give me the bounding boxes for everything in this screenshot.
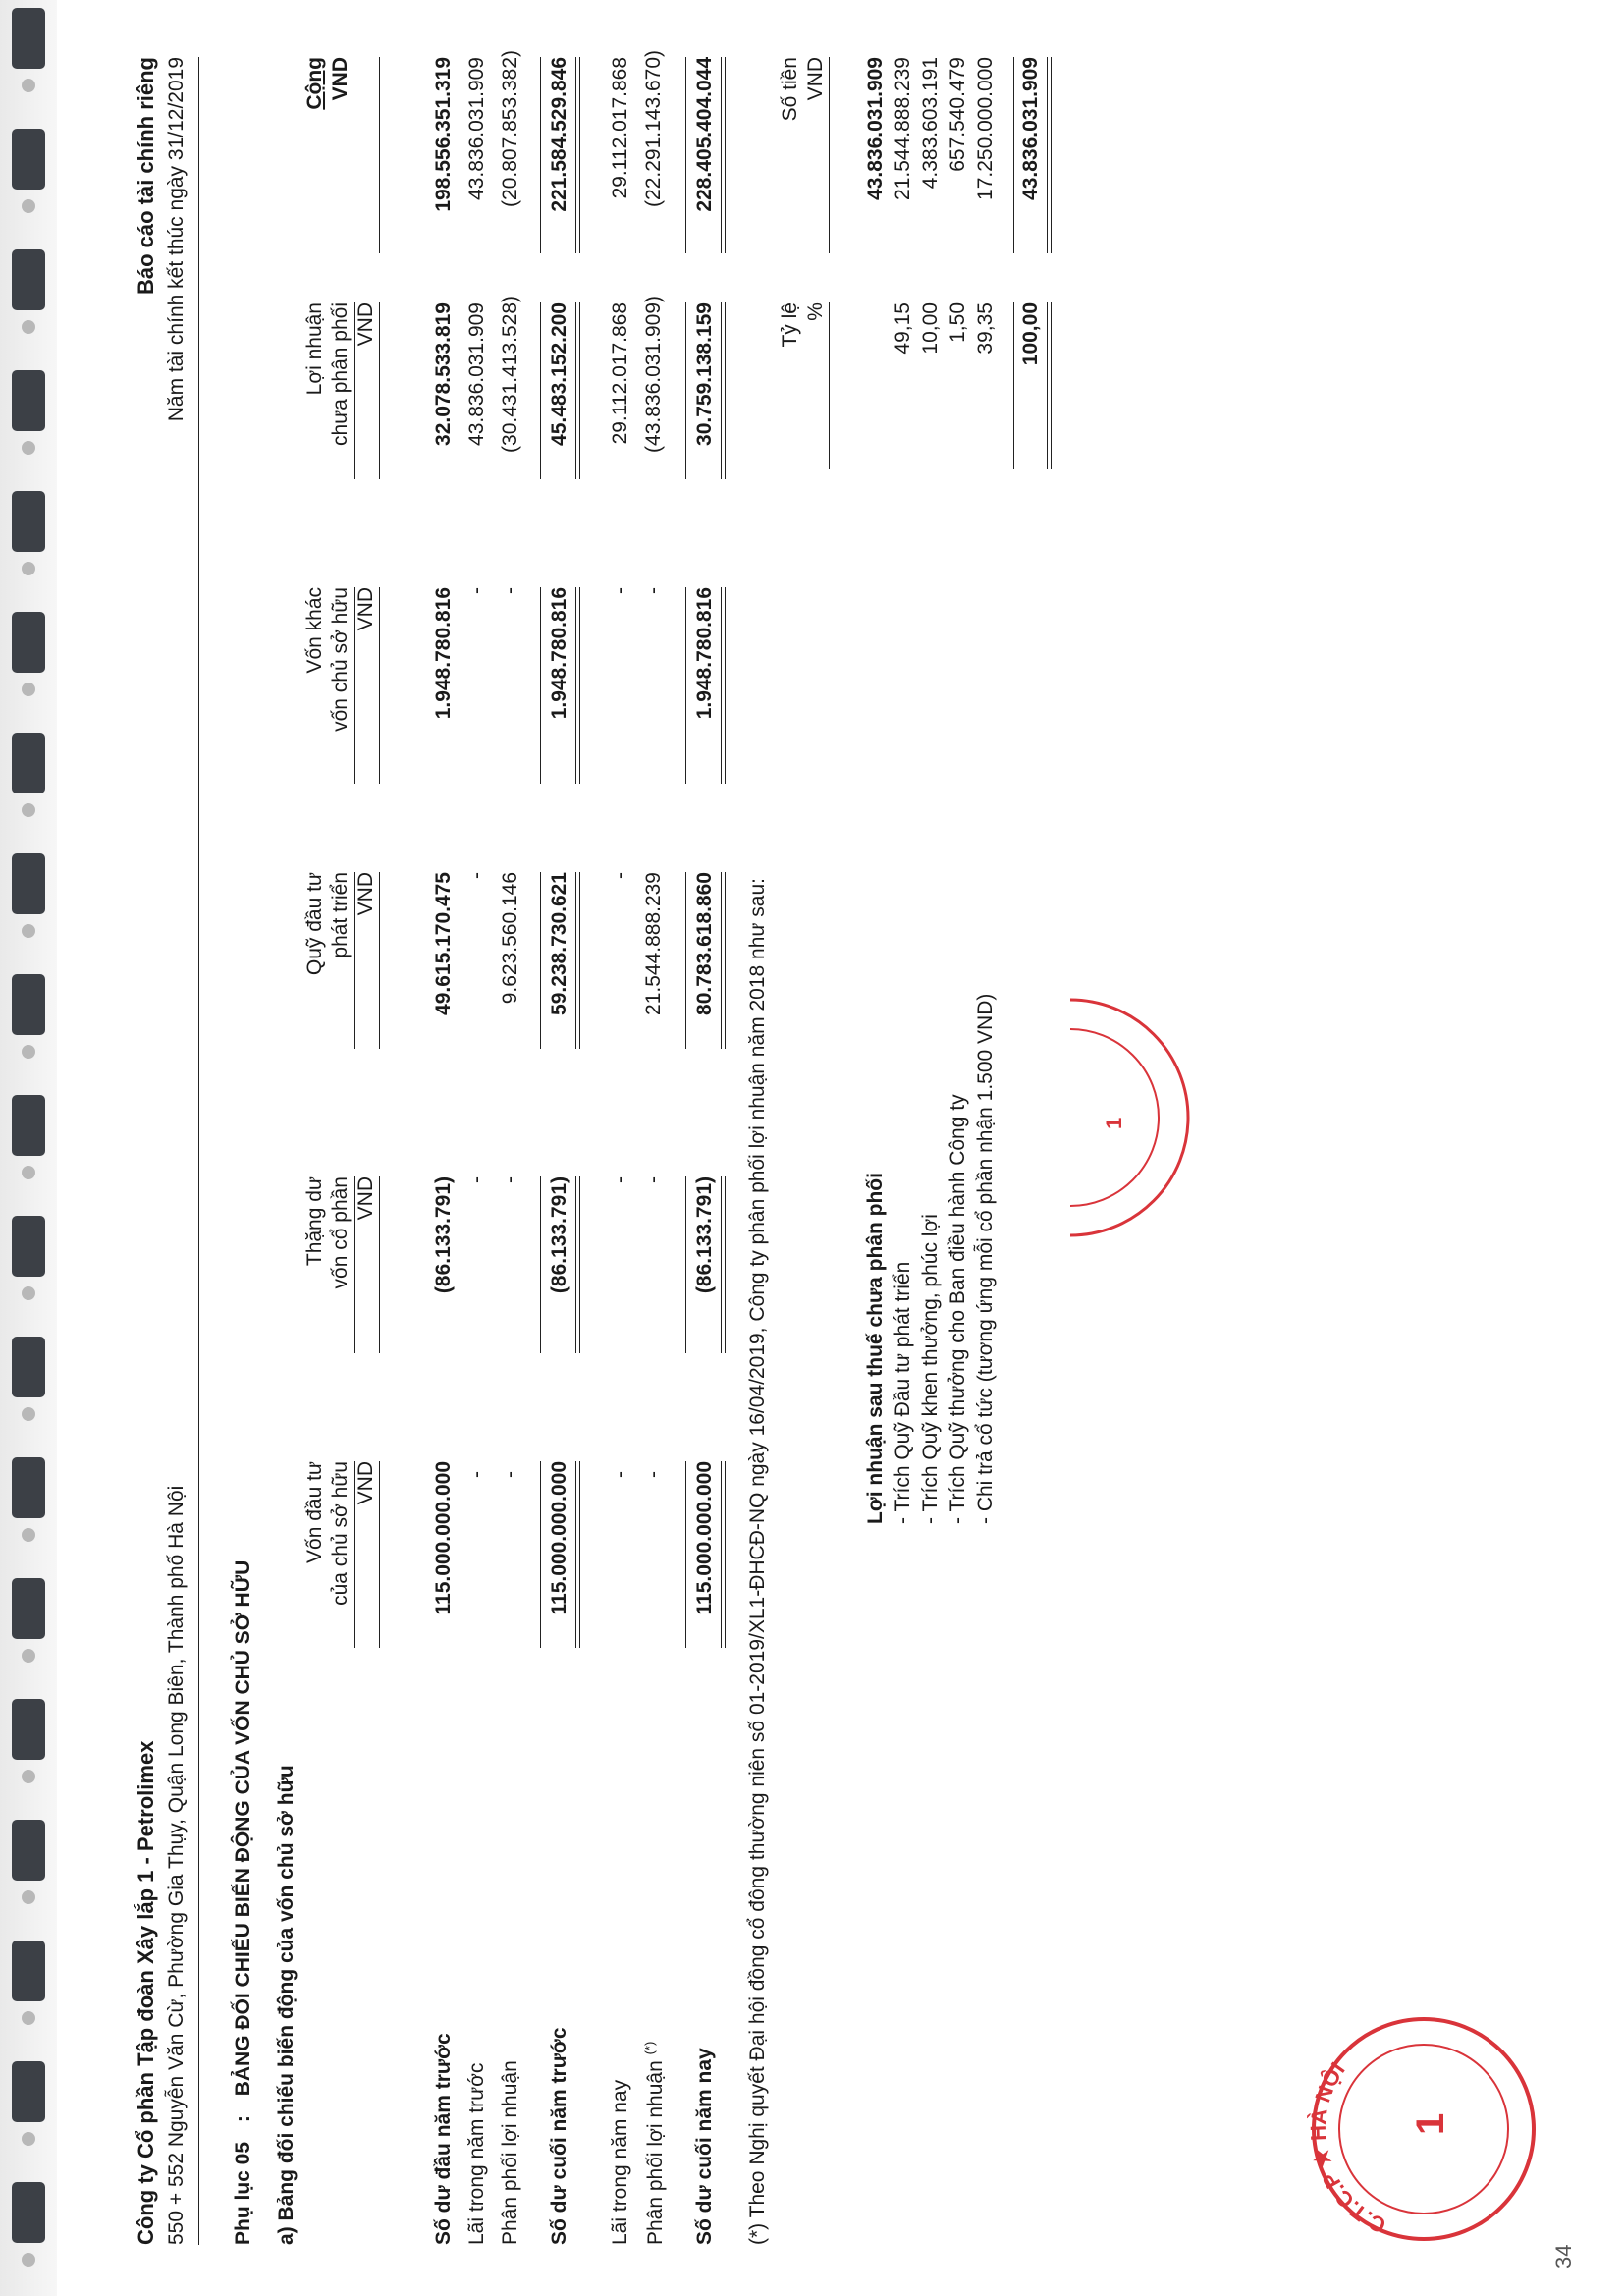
col-header-line2: chưa phân phối [329,302,352,447]
double-rule [721,587,726,784]
col-rule [379,587,380,784]
distribution-item-amount: 4.383.603.191 [919,57,942,190]
cell: (86.133.791) [693,1176,716,1294]
binding-strip [0,0,57,2296]
stamp-text [1306,2058,1390,2239]
col-header-unit: VND [354,587,377,631]
row-label: Số dư đầu năm trước [432,2033,455,2245]
binding-hole [22,1045,35,1059]
cell: - [609,587,631,594]
binding-hole [22,2011,35,2025]
cell: - [642,1176,665,1183]
binding-hole [22,1407,35,1421]
document-page [79,0,1624,2296]
sum-rule [685,1176,686,1353]
double-rule [1047,57,1052,253]
col-rule [829,57,830,253]
row-label: Phân phối lợi nhuận [499,2060,521,2245]
col-header-line1: Số tiền [779,57,801,122]
binding-hole [22,1770,35,1783]
binding-ring [12,129,45,190]
col-header-line1: Tỷ lệ [779,302,801,348]
col-header-amount [778,57,829,253]
distribution-item-ratio: 39,35 [974,302,997,355]
stamp-arc [1070,1000,1188,1235]
col-header-unit: VND [354,302,377,347]
col-header-ratio [778,302,829,469]
report-title: Báo cáo tài chính riêng [134,57,158,296]
binding-ring [12,249,45,310]
col-rule [354,872,355,1049]
header-rule [198,57,199,2245]
distribution-item-amount: 657.540.479 [947,57,969,172]
binding-ring [12,1095,45,1156]
cell: 43.836.031.909 [465,302,488,446]
row-label-text: Phân phối lợi nhuận [644,2060,667,2245]
cell: 1.948.780.816 [548,587,570,720]
double-rule [575,587,580,784]
col-header-line2: vốn chủ sở hữu [329,587,352,732]
binding-ring [12,1820,45,1881]
double-rule [721,1176,726,1353]
cell: 43.836.031.909 [864,57,887,200]
col-header-line2: của chủ sở hữu [329,1461,352,1606]
double-rule [575,57,580,253]
col-rule [379,1176,380,1353]
sum-rule [540,587,541,784]
col-header-line2: vốn cổ phần [329,1176,352,1289]
col-header-unit: VND [354,1461,377,1505]
distribution-total-amount: 43.836.031.909 [1019,57,1042,200]
cell: - [465,587,488,594]
cell: 43.836.031.909 [465,57,488,200]
cell: 29.112.017.868 [609,57,631,199]
binding-hole [22,1890,35,1904]
binding-ring [12,974,45,1035]
col-rule [379,1461,380,1648]
col-header-line1: Lợi nhuận [303,302,326,396]
double-rule [575,1461,580,1648]
cell: 32.078.533.819 [432,302,455,446]
col-rule [829,302,830,469]
company-stamp [1296,2001,1551,2257]
col-header-other-capital [302,587,379,784]
cell: - [499,1176,521,1183]
binding-ring [12,1699,45,1760]
cell: 59.238.730.621 [548,872,570,1015]
row-label [642,2042,668,2245]
cell: - [642,1471,665,1478]
double-rule [575,872,580,1049]
appendix-separator: : [232,2115,254,2123]
col-rule [354,302,355,479]
cell: 29.112.017.868 [609,302,631,445]
cell: - [465,872,488,879]
cell: 228.405.404.044 [693,57,716,212]
binding-ring [12,2061,45,2122]
col-header-line1: Thặng dư [303,1176,326,1267]
col-header-unit: % [804,302,827,321]
binding-ring [12,1941,45,2001]
cell: (86.133.791) [432,1176,455,1294]
binding-hole [22,320,35,334]
col-header-unit: VND [354,1176,377,1221]
col-header-unit: VND [354,872,377,916]
stamp-text-path: C.T.C.P ★ HÀ NỘI [1305,2057,1390,2239]
binding-ring [12,2182,45,2243]
binding-ring [12,612,45,673]
double-rule [721,57,726,253]
sum-rule [1013,302,1014,469]
cell: - [609,1471,631,1478]
double-rule [721,1461,726,1648]
distribution-item-ratio: 49,15 [892,302,914,355]
cell: - [609,1176,631,1183]
col-rule [379,872,380,1049]
double-rule [721,872,726,1049]
stamp-number: 1 [1102,1117,1126,1129]
cell: 9.623.560.146 [499,872,521,1005]
sum-rule [685,302,686,479]
binding-hole [22,2253,35,2267]
binding-hole [22,803,35,817]
double-rule [575,1176,580,1353]
company-stamp-fragment [1060,990,1198,1245]
binding-hole [22,441,35,455]
binding-ring [12,1337,45,1397]
distribution-item-label: - Chi trả cổ tức (tương ứng mỗi cổ phần nhận 1.500 VND) [974,993,997,1524]
row-label: Số dư cuối năm trước [548,2027,570,2245]
cell: 221.584.529.846 [548,57,570,212]
binding-hole [22,2132,35,2146]
binding-ring [12,1578,45,1639]
cell: - [499,587,521,594]
col-rule [354,1461,355,1648]
section-a-title: a) Bảng đối chiếu biến động của vốn chủ sở hữu [275,1765,298,2245]
binding-ring [12,733,45,793]
col-header-retained-earnings [302,302,379,479]
distribution-heading: Lợi nhuận sau thuế chưa phân phối [864,1173,887,1524]
sum-rule [685,872,686,1049]
sum-rule [1013,57,1014,253]
distribution-item-amount: 21.544.888.239 [892,57,914,200]
footnote-marker: (*) [642,2041,657,2055]
footnote: (*) Theo Nghị quyết Đại hội đồng cổ đông thường niên số 01-2019/XL1-ĐHCĐ-NQ ngày 16/04/2019, Công ty phân phối lợi nhuận năm 2018 như sau: [746,878,769,2245]
col-rule [379,302,380,479]
binding-hole [22,79,35,92]
binding-ring [12,491,45,552]
sum-rule [685,1461,686,1648]
binding-ring [12,1216,45,1277]
row-label: Lãi trong năm trước [465,2062,488,2245]
row-label: Lãi trong năm nay [609,2079,631,2245]
cell: 49.615.170.475 [432,872,455,1015]
sum-rule [540,57,541,253]
appendix-label: Phụ lục 05 [232,2141,254,2245]
cell: - [499,1471,521,1478]
cell: 115.000.000.000 [693,1461,716,1615]
company-address: 550 + 552 Nguyễn Văn Cừ, Phường Gia Thụy, Quận Long Biên, Thành phố Hà Nội [165,1485,188,2245]
binding-hole [22,199,35,213]
col-header-line1: Vốn đầu tư [303,1461,326,1563]
binding-hole [22,1528,35,1542]
sum-rule [540,1461,541,1648]
double-rule [721,302,726,479]
distribution-item-label: - Trích Quỹ khen thưởng, phúc lợi [919,1214,942,1524]
binding-hole [22,924,35,938]
col-rule [354,587,355,784]
col-header-development-fund [302,872,379,1049]
cell: 1.948.780.816 [432,587,455,720]
cell: - [642,587,665,594]
stamp-number: 1 [1409,2112,1452,2135]
cell: 1.948.780.816 [693,587,716,720]
binding-hole [22,562,35,575]
cell: 198.556.351.319 [432,57,455,212]
distribution-item-label: - Trích Quỹ thưởng cho Ban điều hành Công ty [947,1094,969,1524]
distribution-item-amount: 17.250.000.000 [974,57,997,200]
col-rule [354,1176,355,1353]
appendix-heading [232,1560,255,2245]
double-rule [1047,302,1052,469]
distribution-item-ratio: 10,00 [919,302,942,355]
binding-ring [12,853,45,914]
sum-rule [540,872,541,1049]
binding-hole [22,1286,35,1300]
binding-ring [12,370,45,431]
binding-ring [12,8,45,69]
cell: 115.000.000.000 [432,1461,455,1615]
sum-rule [540,302,541,479]
col-header-line1: Vốn khác [303,587,326,674]
double-rule [575,302,580,479]
distribution-item-label: - Trích Quỹ Đầu tư phát triển [892,1261,914,1524]
binding-ring [12,1457,45,1518]
cell: 80.783.618.860 [693,872,716,1015]
sum-rule [685,57,686,253]
col-header-unit: VND [804,57,827,101]
distribution-item-ratio: 1,50 [947,302,969,343]
col-header-line2: Cộng [303,57,326,110]
report-period: Năm tài chính kết thúc ngày 31/12/2019 [165,57,188,422]
cell: (43.836.031.909) [642,296,665,453]
cell: 45.483.152.200 [548,302,570,446]
sum-rule [685,587,686,784]
cell: 115.000.000.000 [548,1461,570,1615]
col-header-line2: phát triển [329,872,352,958]
col-header-unit: VND [329,57,352,101]
row-label: Số dư cuối năm nay [693,2048,716,2245]
distribution-total-ratio: 100,00 [1019,302,1042,366]
col-header-equity [302,1461,379,1658]
sum-rule [540,1176,541,1353]
appendix-title: BẢNG ĐỐI CHIẾU BIẾN ĐỘNG CỦA VỐN CHỦ SỞ HỮU [232,1559,254,2097]
cell: (30.431.413.528) [499,296,521,453]
cell: (22.291.143.670) [642,50,665,207]
col-header-total [302,57,353,253]
cell: - [465,1471,488,1478]
col-rule [379,57,380,253]
col-header-share-premium [302,1176,379,1353]
cell: - [609,872,631,879]
page-number: 34 [1551,2244,1576,2269]
cell: 30.759.138.159 [693,302,716,446]
cell: (86.133.791) [548,1176,570,1294]
cell: (20.807.853.382) [499,50,521,207]
cell: - [465,1176,488,1183]
binding-hole [22,683,35,696]
binding-hole [22,1649,35,1663]
cell: 21.544.888.239 [642,872,665,1015]
col-header-line1: Quỹ đầu tư [303,872,326,976]
binding-hole [22,1166,35,1179]
company-name: Công ty Cổ phần Tập đoàn Xây lắp 1 - Petrolimex [134,1740,158,2245]
